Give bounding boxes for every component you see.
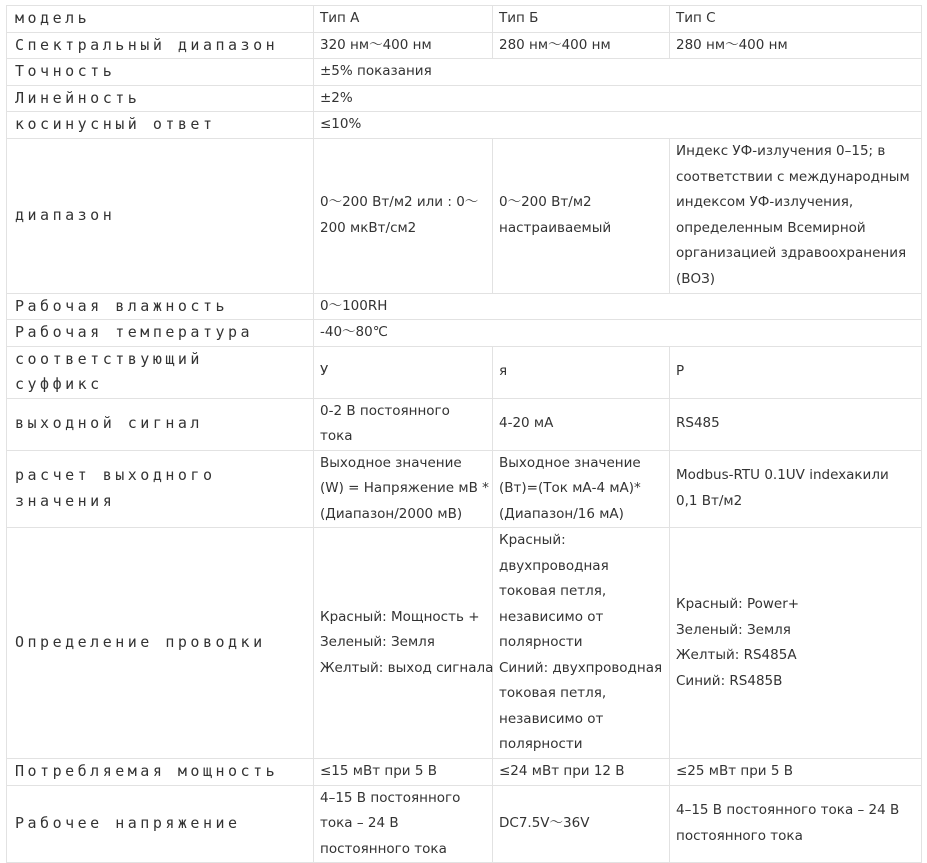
wiring-b-line: токовая петля, [499, 685, 607, 702]
wiring-type-a [314, 528, 493, 759]
header-type-b: Тип Б [493, 6, 670, 33]
row-accuracy [7, 59, 922, 86]
calc-a-line: (W) = Напряжение мВ * [320, 480, 489, 496]
temperature-label: Рабочая температура [7, 320, 314, 347]
calc-b-line: Выходное значение [499, 454, 641, 471]
row-cosine-response [7, 112, 922, 139]
power-type-b: ≤24 мВт при 12 В [493, 759, 670, 786]
voltage-type-a [314, 785, 493, 863]
row-suffix [7, 346, 922, 398]
spectral-type-c: 280 нм～400 нм [670, 32, 922, 59]
wiring-a-line: Красный: Мощность + [320, 608, 480, 625]
output-type-b: 4-20 мА [493, 398, 670, 450]
calc-b-line: (Диапазон/16 мА) [499, 505, 624, 522]
row-spectral-range [7, 32, 922, 59]
calc-label-line: расчет выходного [15, 466, 216, 485]
voltage-type-b: DC7.5V～36V [493, 785, 670, 863]
range-label: диапазон [7, 138, 314, 293]
voltage-a-line: 4–15 В постоянного [320, 789, 461, 806]
linearity-label: Линейность [7, 85, 314, 112]
wiring-b-line: Синий: двухпроводная [499, 659, 663, 676]
wiring-c-line: Зеленый: Земля [676, 621, 791, 638]
calc-label [7, 450, 314, 528]
calc-b-line: (Вт)=(Ток мА-4 мА)* [499, 480, 641, 496]
wiring-c-line: Синий: RS485B [676, 672, 783, 689]
row-wiring [7, 528, 922, 759]
header-label: модель [7, 6, 314, 33]
spectral-type-b: 280 нм～400 нм [493, 32, 670, 59]
range-b-line: настраиваемый [499, 219, 612, 236]
suffix-label-line: суффикс [15, 375, 103, 393]
calc-type-b [493, 450, 670, 528]
voltage-a-line: постоянного тока [320, 840, 447, 857]
range-c-line: определенным Всемирной [676, 219, 866, 236]
wiring-type-b [493, 528, 670, 759]
row-operating-voltage [7, 785, 922, 863]
humidity-label: Рабочая влажность [7, 293, 314, 320]
wiring-c-line: Красный: Power+ [676, 596, 800, 612]
output-type-c: RS485 [670, 398, 922, 450]
wiring-a-line: Желтый: выход сигнала [320, 659, 494, 676]
power-label: Потребляемая мощность [7, 759, 314, 786]
linearity-value: ±2% [314, 85, 922, 112]
power-type-a: ≤15 мВт при 5 В [314, 759, 493, 786]
cosine-value: ≤10% [314, 112, 922, 139]
spec-table [6, 5, 922, 863]
voltage-a-line: тока – 24 В [320, 815, 399, 831]
voltage-c-line: 4–15 В постоянного тока – 24 В [676, 802, 900, 819]
range-c-line: организацией здравоохранения [676, 245, 907, 261]
wiring-b-line: двухпроводная [499, 557, 609, 574]
wiring-b-line: полярности [499, 736, 583, 753]
accuracy-value: ±5% показания [314, 59, 922, 86]
suffix-type-a: У [314, 346, 493, 398]
range-c-line: индексом УФ-излучения, [676, 194, 854, 210]
power-type-c: ≤25 мВт при 5 В [670, 759, 922, 786]
calc-c-line: 0,1 Вт/м2 [676, 492, 743, 509]
voltage-c-line: постоянного тока [676, 827, 803, 844]
spectral-label: Спектральный диапазон [7, 32, 314, 59]
suffix-label-line: соответствующий [15, 349, 203, 368]
range-a-line: 200 мкВт/см2 [320, 219, 417, 236]
wiring-c-line: Желтый: RS485A [676, 647, 797, 663]
range-type-b [493, 138, 670, 293]
range-b-line: 0～200 Вт/м2 [499, 194, 592, 210]
cosine-label: косинусный ответ [7, 112, 314, 139]
wiring-b-line: полярности [499, 634, 583, 651]
calc-a-line: (Диапазон/2000 мВ) [320, 505, 463, 522]
wiring-b-line: токовая петля, [499, 583, 607, 600]
range-c-line: Индекс УФ-излучения 0–15; в [676, 143, 886, 159]
row-output-calc [7, 450, 922, 528]
calc-type-c [670, 450, 922, 528]
wiring-type-c [670, 528, 922, 759]
suffix-type-b: я [493, 346, 670, 398]
wiring-a-line: Зеленый: Земля [320, 634, 435, 651]
row-power-consumption [7, 759, 922, 786]
suffix-label [7, 346, 314, 398]
range-a-line: 0～200 Вт/м2 или : 0～ [320, 194, 479, 210]
voltage-label: Рабочее напряжение [7, 785, 314, 863]
accuracy-label: Точность [7, 59, 314, 86]
row-humidity [7, 293, 922, 320]
calc-a-line: Выходное значение [320, 454, 462, 471]
wiring-b-line: независимо от [499, 608, 604, 625]
output-type-a: 0-2 В постоянного тока [314, 398, 493, 450]
suffix-type-c: Р [670, 346, 922, 398]
calc-type-a [314, 450, 493, 528]
range-type-a [314, 138, 493, 293]
row-header [7, 6, 922, 33]
header-type-a: Тип А [314, 6, 493, 33]
voltage-type-c [670, 785, 922, 863]
row-linearity [7, 85, 922, 112]
temperature-value: -40～80℃ [314, 320, 922, 347]
calc-label-line: значения [15, 491, 116, 510]
row-range [7, 138, 922, 293]
spectral-type-a: 320 нм～400 нм [314, 32, 493, 59]
wiring-b-line: независимо от [499, 710, 604, 727]
row-output-signal [7, 398, 922, 450]
range-c-line: (ВОЗ) [676, 270, 716, 287]
header-type-c: Тип С [670, 6, 922, 33]
range-type-c [670, 138, 922, 293]
wiring-b-line: Красный: [499, 532, 566, 549]
output-label: выходной сигнал [7, 398, 314, 450]
humidity-value: 0～100RH [314, 293, 922, 320]
row-temperature [7, 320, 922, 347]
calc-c-line: Modbus-RTU 0.1UV indexакили [676, 467, 889, 484]
wiring-label: Определение проводки [7, 528, 314, 759]
range-c-line: соответствии с международным [676, 168, 910, 185]
